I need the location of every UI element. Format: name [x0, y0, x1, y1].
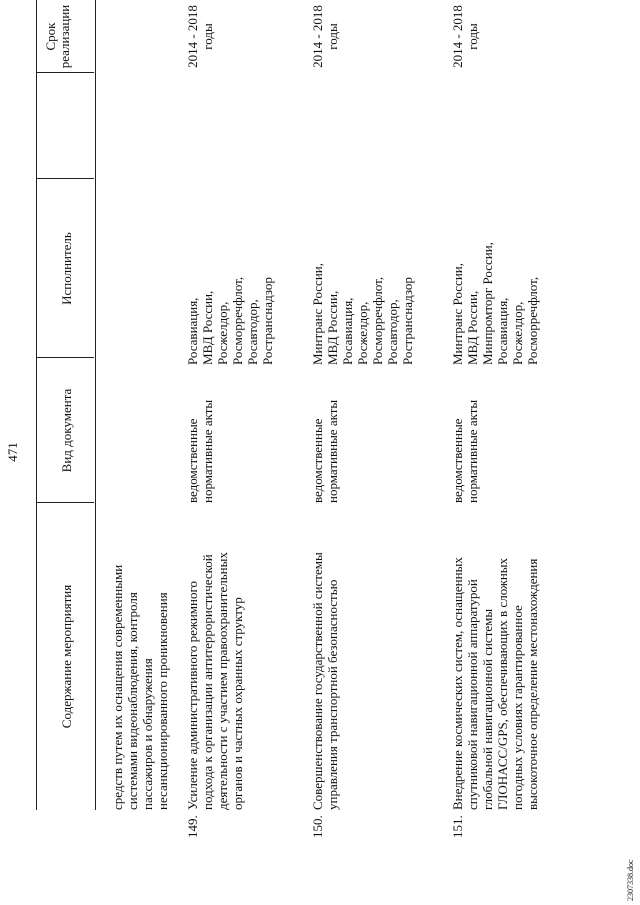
row-number: 149. — [185, 815, 200, 838]
table-top-line — [36, 0, 37, 810]
row-doc-type: ведомственные нормативные акты — [310, 399, 340, 503]
header-doc-type: Вид документа — [59, 388, 74, 473]
row-content: Внедрение космических систем, оснащенных спутниковой навигационной аппаратурой глобальной навигационной системы ГЛОНАСС/GPS, обеспечивающих в сложных погодных условиях гарантированное высокоточное определение местонахождения — [450, 557, 540, 810]
row-content: Совершенствование государственной системы управления транспортной безопасностью — [310, 552, 340, 810]
row-term: 2014 - 2018 годы — [450, 5, 480, 68]
row-content: Усиление административного режимного подхода к организации антитеррористической деятельности с участием правоохранительных органов и частных охранных структур — [185, 552, 245, 810]
header-executor: Исполнитель — [59, 232, 74, 305]
row-doc-type: ведомственные нормативные акты — [450, 399, 480, 503]
row-executor: Минтранс России, МВД России, Минпромторг России, Росавиация, Росжелдор, Росморречфлот, — [450, 242, 540, 365]
row-term: 2014 - 2018 годы — [185, 5, 215, 68]
page-number: 471 — [5, 442, 20, 462]
row-doc-type: ведомственные нормативные акты — [185, 399, 215, 503]
row-executor: Росавиация, МВД России, Росжелдор, Росморречфлот, Росавтодор, Ространснадзор — [185, 276, 275, 365]
row-number: 150. — [310, 815, 325, 838]
row-number: 151. — [450, 815, 465, 838]
header-content: Содержание мероприятия — [59, 584, 74, 729]
row-executor: Минтранс России, МВД России, Росавиация, Росжелдор, Росморречфлот, Росавтодор, Ространснадзор — [310, 263, 415, 365]
header-term: Срок реализации — [43, 4, 72, 69]
header-bottom-line — [95, 0, 96, 810]
row-term: 2014 - 2018 годы — [310, 5, 340, 68]
continuation-text: средств путем их оснащения современными системами видеонаблюдения, контроля пассажиров и обнаружения несанкционированного проникновения — [110, 564, 170, 810]
doc-id: 2307338.doc — [626, 859, 635, 901]
